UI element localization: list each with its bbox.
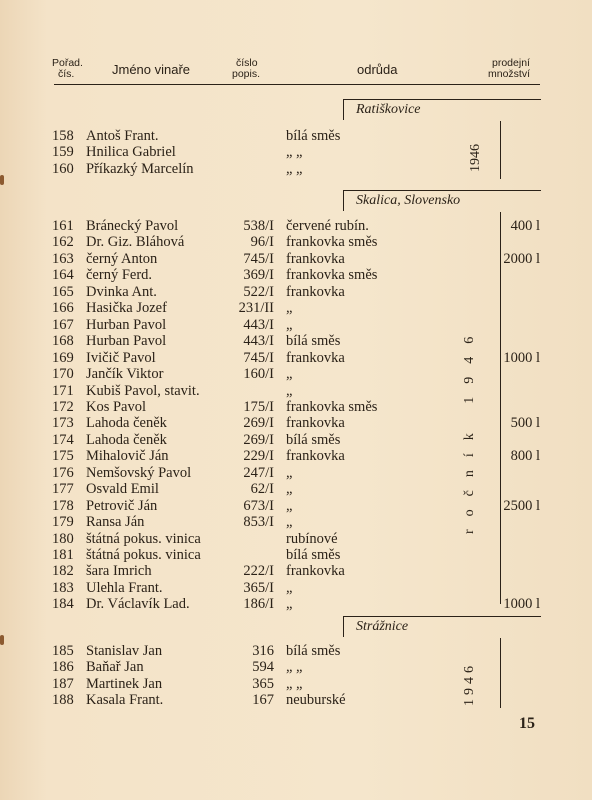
- house-number: 62/I: [250, 481, 274, 498]
- house-number: 186/I: [243, 596, 274, 613]
- wine-variety: frankovka: [286, 283, 345, 300]
- grower-name: Jančík Viktor: [86, 366, 164, 383]
- row-number: 181: [52, 547, 74, 563]
- wine-variety: „: [286, 316, 293, 333]
- row-number: 159: [52, 144, 74, 161]
- header-rule: [54, 84, 540, 85]
- grower-name: Příkazký Marcelín: [86, 160, 194, 177]
- grower-name: štátná pokus. vinica: [86, 547, 201, 563]
- wine-variety: červené rubín.: [286, 218, 369, 234]
- row-number: 173: [52, 415, 74, 432]
- wine-variety: frankovka směs: [286, 267, 378, 284]
- year-divider: [500, 638, 501, 708]
- header-prodejni: prodejní: [492, 57, 530, 69]
- header-mnozstvi: množství: [488, 68, 531, 80]
- header-jmeno: Jméno vinaře: [112, 62, 191, 77]
- wine-variety: frankovka směs: [286, 398, 378, 415]
- grower-name: Lahoda čeněk: [86, 431, 167, 448]
- house-number: 231/II: [238, 300, 274, 317]
- row-number: 167: [52, 316, 74, 333]
- wine-variety: „: [286, 497, 293, 514]
- wine-variety: bílá směs: [286, 333, 341, 350]
- row-number: 161: [52, 218, 74, 234]
- row-number: 172: [52, 398, 74, 415]
- house-number: 522/I: [243, 283, 274, 300]
- grower-name: Ulehla Frant.: [86, 579, 163, 596]
- grower-name: Dvinka Ant.: [86, 283, 157, 300]
- wine-variety: „: [286, 382, 293, 399]
- house-number: 365: [252, 675, 274, 692]
- wine-variety: neuburské: [286, 692, 346, 709]
- year-divider: [500, 121, 501, 179]
- row-number: 187: [52, 675, 74, 692]
- region-box-straznice: [343, 616, 541, 637]
- house-number: 745/I: [243, 250, 274, 267]
- grower-name: štátná pokus. vinica: [86, 530, 201, 547]
- grower-name: Bránecký Pavol: [86, 218, 179, 234]
- grower-name: Hnilica Gabriel: [86, 144, 176, 161]
- region-title: Skalica, Slovensko: [356, 193, 461, 208]
- house-number: 745/I: [243, 349, 274, 366]
- wine-variety: „: [286, 514, 293, 531]
- quantity: 2000 l: [503, 250, 540, 267]
- house-number: 594: [252, 659, 274, 676]
- header-porad: Pořad.: [52, 57, 83, 69]
- house-number: 443/I: [243, 333, 274, 350]
- house-number: 96/I: [250, 234, 274, 251]
- region-title: Ratiškovice: [356, 102, 421, 117]
- grower-name: šara Imrich: [86, 563, 152, 580]
- quantity: 1000 l: [503, 596, 540, 613]
- wine-variety: „ „: [286, 144, 303, 161]
- row-number: 170: [52, 366, 74, 383]
- header-popis: popis.: [232, 68, 261, 80]
- wine-variety: frankovka směs: [286, 234, 378, 251]
- wine-variety: „: [286, 481, 293, 498]
- binding-mark: [0, 175, 4, 185]
- grower-name: černý Ferd.: [86, 267, 153, 284]
- header-odruda: odrůda: [357, 62, 398, 77]
- quantity: 1000 l: [503, 349, 540, 366]
- row-number: 163: [52, 250, 74, 267]
- wine-variety: „ „: [286, 160, 303, 177]
- year-divider: [500, 212, 501, 604]
- row-number: 169: [52, 349, 74, 366]
- grower-name: Kos Pavol: [86, 398, 147, 415]
- quantity: 2500 l: [503, 497, 540, 514]
- row-number: 165: [52, 283, 74, 300]
- grower-name: černý Anton: [86, 250, 158, 267]
- grower-name: Kasala Frant.: [86, 692, 164, 709]
- wine-variety: „ „: [286, 659, 303, 676]
- quantity: 800 l: [510, 448, 540, 465]
- grower-name: Ransa Ján: [86, 514, 145, 531]
- row-number: 178: [52, 497, 74, 514]
- house-number: 175/I: [243, 398, 274, 415]
- grower-name: Hasička Jozef: [86, 300, 167, 317]
- house-number: 160/I: [243, 366, 274, 383]
- wine-variety: frankovka: [286, 563, 345, 580]
- row-number: 179: [52, 514, 74, 531]
- grower-name: Lahoda čeněk: [86, 415, 167, 432]
- row-number: 182: [52, 563, 74, 580]
- grower-name: Nemšovský Pavol: [86, 464, 192, 481]
- wine-variety: „: [286, 464, 293, 481]
- house-number: 269/I: [243, 431, 274, 448]
- wine-variety: „: [286, 300, 293, 317]
- wine-variety: frankovka: [286, 349, 345, 366]
- grower-name: Stanislav Jan: [86, 643, 163, 659]
- year-label: ročník 1946: [462, 323, 477, 534]
- row-number: 186: [52, 659, 74, 676]
- row-number: 168: [52, 333, 74, 350]
- grower-name: Hurban Pavol: [86, 316, 167, 333]
- house-number: 222/I: [243, 563, 274, 580]
- wine-variety: frankovka: [286, 415, 345, 432]
- house-number: 443/I: [243, 316, 274, 333]
- grower-name: Mihalovič Ján: [86, 448, 169, 465]
- row-number: 174: [52, 431, 74, 448]
- wine-variety: frankovka: [286, 448, 345, 465]
- grower-name: Petrovič Ján: [86, 497, 158, 514]
- quantity: 400 l: [510, 218, 540, 234]
- wine-variety: frankovka: [286, 250, 345, 267]
- house-number: 538/I: [243, 218, 274, 234]
- row-number: 160: [52, 160, 74, 177]
- row-number: 175: [52, 448, 74, 465]
- header-cis: čís.: [58, 68, 75, 80]
- house-number: 247/I: [243, 464, 274, 481]
- row-number: 180: [52, 530, 74, 547]
- binding-mark: [0, 635, 4, 645]
- house-number: 269/I: [243, 415, 274, 432]
- region-box-skalica: [343, 190, 541, 211]
- row-number: 184: [52, 596, 74, 613]
- wine-variety: rubínové: [286, 530, 338, 547]
- region-box-ratiskovice: [343, 99, 541, 120]
- wine-variety: bílá směs: [286, 643, 341, 659]
- grower-name: Kubiš Pavol, stavit.: [86, 382, 200, 399]
- row-number: 171: [52, 382, 74, 399]
- row-number: 188: [52, 692, 74, 709]
- house-number: 229/I: [243, 448, 274, 465]
- grower-name: Antoš Frant.: [86, 128, 159, 144]
- row-number: 177: [52, 481, 74, 498]
- row-number: 162: [52, 234, 74, 251]
- house-number: 369/I: [243, 267, 274, 284]
- wine-variety: „: [286, 579, 293, 596]
- house-number: 853/I: [243, 514, 274, 531]
- wine-variety: bílá směs: [286, 128, 341, 144]
- row-number: 158: [52, 128, 74, 144]
- region-title: Strážnice: [356, 619, 409, 634]
- house-number: 316: [252, 643, 274, 659]
- row-number: 166: [52, 300, 74, 317]
- house-number: 167: [252, 692, 274, 709]
- wine-variety: bílá směs: [286, 431, 341, 448]
- row-number: 183: [52, 579, 74, 596]
- header-cislo: číslo: [236, 57, 258, 69]
- wine-variety: „: [286, 596, 293, 613]
- grower-name: Dr. Giz. Bláhová: [86, 234, 185, 251]
- grower-name: Dr. Václavík Lad.: [86, 596, 190, 613]
- grower-name: Hurban Pavol: [86, 333, 167, 350]
- row-number: 176: [52, 464, 74, 481]
- grower-name: Ivičič Pavol: [86, 349, 156, 366]
- row-number: 164: [52, 267, 74, 284]
- wine-variety: bílá směs: [286, 547, 341, 563]
- grower-name: Martinek Jan: [86, 675, 163, 692]
- grower-name: Osvald Emil: [86, 481, 159, 498]
- wine-variety: „: [286, 366, 293, 383]
- page-number: 15: [519, 715, 535, 732]
- row-number: 185: [52, 643, 74, 659]
- house-number: 673/I: [243, 497, 274, 514]
- grower-name: Baňař Jan: [86, 659, 144, 676]
- year-label: 1946: [468, 144, 483, 172]
- year-label: 1946: [462, 662, 477, 706]
- wine-variety: „ „: [286, 675, 303, 692]
- quantity: 500 l: [510, 415, 540, 432]
- house-number: 365/I: [243, 579, 274, 596]
